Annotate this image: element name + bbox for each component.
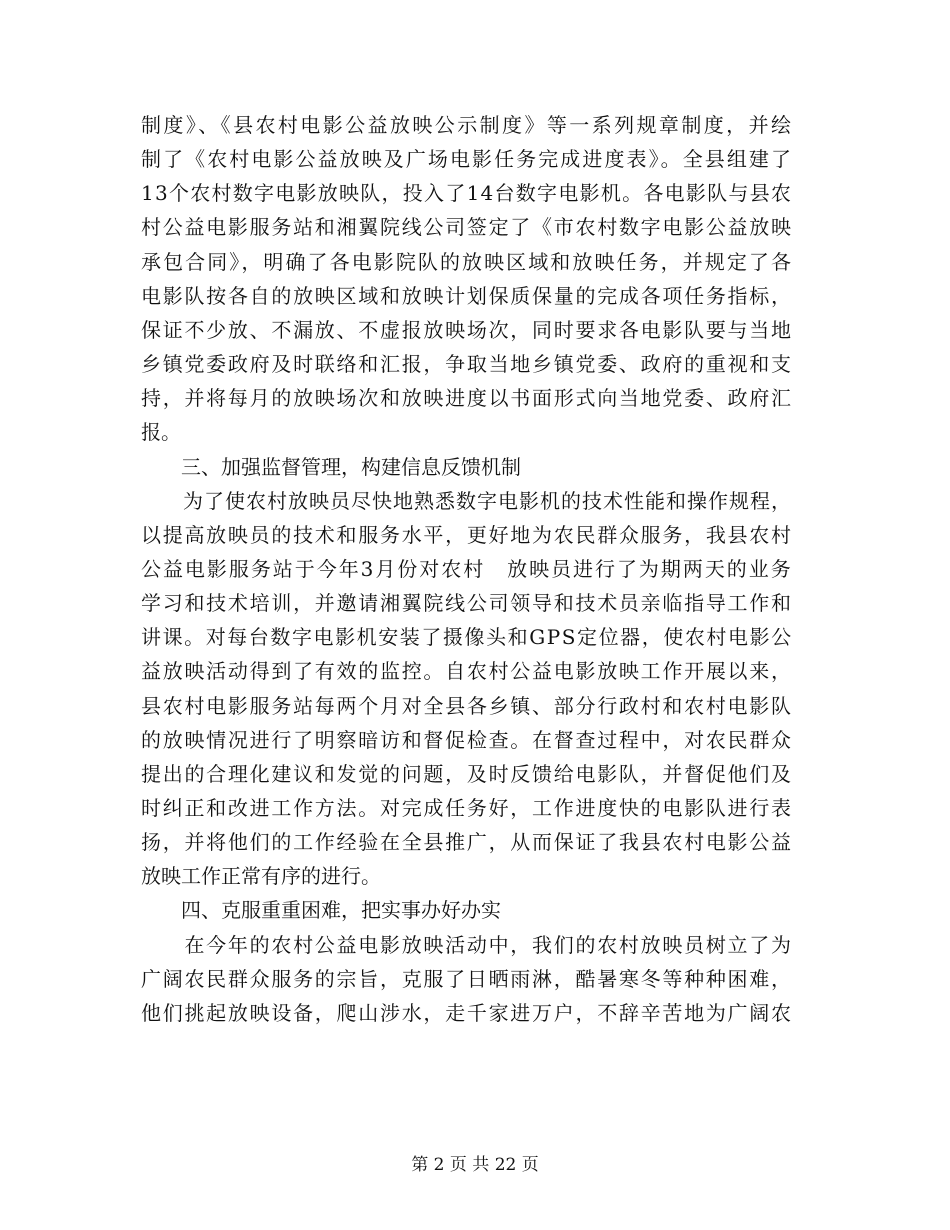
text-line: 以提高放映员的技术和服务水平，更好地为农民群众服务，我县农村 (141, 522, 793, 547)
text-line: 学习和技术培训，并邀请湘翼院线公司领导和技术员亲临指导工作和 (141, 591, 793, 616)
text-line: 提出的合理化建议和发觉的问题，及时反馈给电影队，并督促他们及 (141, 761, 793, 786)
text-line: 保证不少放、不漏放、不虚报放映场次，同时要求各电影队要与当地 (141, 317, 793, 342)
text-line: 三、加强监督管理，构建信息反馈机制 (141, 454, 521, 479)
text-line: 乡镇党委政府及时联络和汇报，争取当地乡镇党委、政府的重视和支 (141, 352, 793, 377)
text-line: 讲课。对每台数字电影机安装了摄像头和GPS定位器，使农村电影公 (141, 625, 793, 650)
text-line: 承包合同》，明确了各电影院队的放映区域和放映任务，并规定了各 (141, 249, 794, 274)
text-line: 的放映情况进行了明察暗访和督促检查。在督查过程中，对农民群众 (141, 727, 793, 752)
text-line: 扬，并将他们的工作经验在全县推广，从而保证了我县农村电影公益 (141, 830, 793, 855)
text-line: 持，并将每月的放映场次和放映进度以书面形式向当地党委、政府汇 (141, 386, 793, 411)
text-line: 报。 (141, 420, 181, 445)
text-line: 公益电影服务站于今年3月份对农村 放映员进行了为期两天的业务 (141, 556, 793, 581)
text-line: 他们挑起放映设备，爬山涉水，走千家进万户，不辞辛苦地为广阔农 (141, 1000, 793, 1025)
text-line: 制了《农村电影公益放映及广场电影任务完成进度表》。全县组建了 (141, 147, 794, 172)
text-line: 四、克服重重困难，把实事办好办实 (141, 898, 501, 923)
text-line: 制度》、《县农村电影公益放映公示制度》等一系列规章制度，并绘 (141, 113, 794, 137)
text-line: 为了使农村放映员尽快地熟悉数字电影机的技术性能和操作规程， (141, 488, 792, 513)
text-line: 放映工作正常有序的进行。 (141, 864, 381, 889)
text-line: 电影队按各自的放映区域和放映计划保质保量的完成各项任务指标， (141, 283, 793, 308)
text-line: 在今年的农村公益电影放映活动中，我们的农村放映员树立了为 (141, 932, 793, 957)
page-footer: 第 2 页 共 22 页 (411, 1155, 539, 1175)
text-line: 益放映活动得到了有效的监控。自农村公益电影放映工作开展以来， (141, 659, 793, 684)
text-line: 县农村电影服务站每两个月对全县各乡镇、部分行政村和农村电影队 (141, 693, 793, 718)
text-line: 时纠正和改进工作方法。对完成任务好，工作进度快的电影队进行表 (141, 796, 793, 820)
text-line: 广阔农民群众服务的宗旨，克服了日晒雨淋，酷暑寒冬等种种困难， (141, 966, 793, 991)
text-line: 村公益电影服务站和湘翼院线公司签定了《市农村数字电影公益放映 (141, 215, 793, 240)
text-line: 13个农村数字电影放映队，投入了14台数字电影机。各电影队与县农 (141, 181, 793, 206)
